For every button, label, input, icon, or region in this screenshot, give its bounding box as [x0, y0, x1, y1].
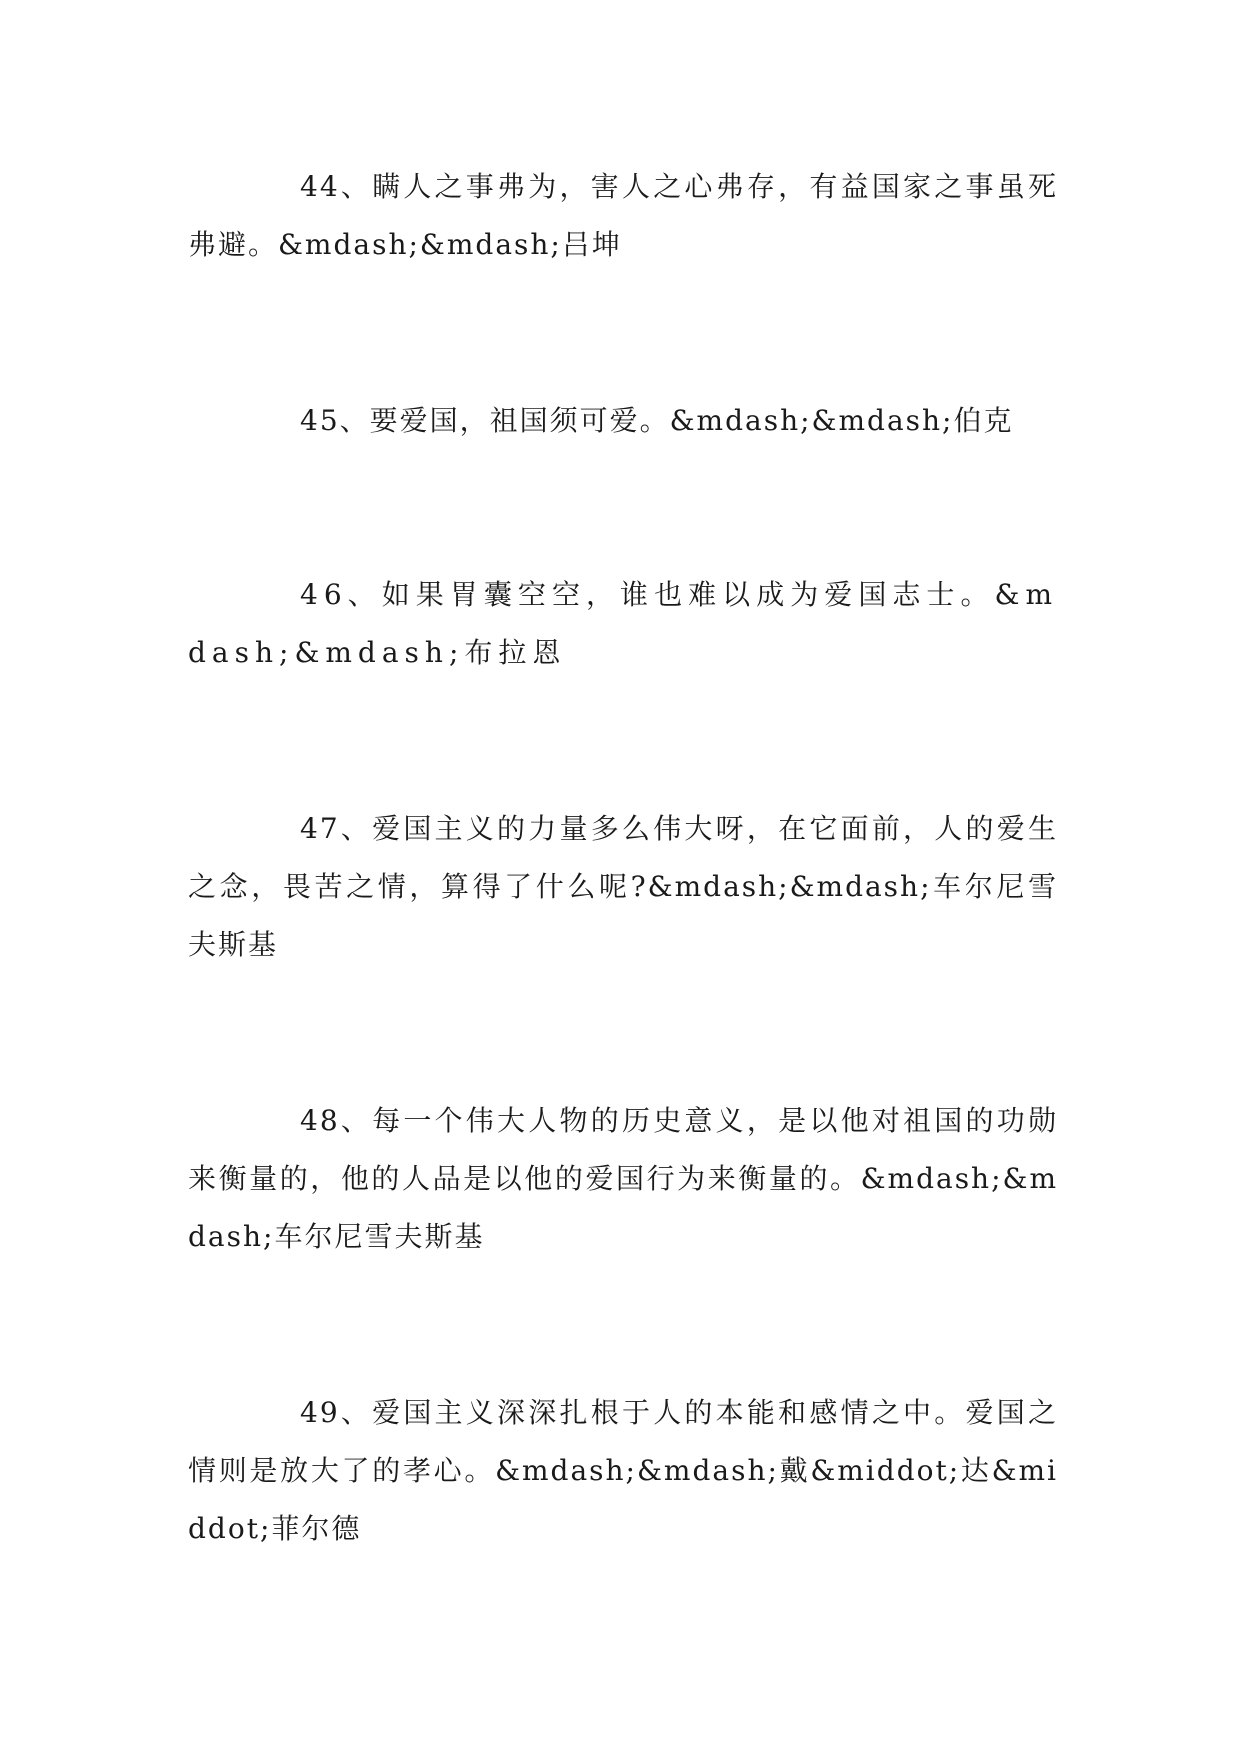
quote-paragraph-49: 49、爱国主义深深扎根于人的本能和感情之中。爱国之情则是放大了的孝心。&mdash;&mdash;戴&middot;达&middot;菲尔德: [188, 1396, 1058, 1545]
quote-paragraph-47: 47、爱国主义的力量多么伟大呀，在它面前，人的爱生之念，畏苦之情，算得了什么呢?&mdash;&mdash;车尔尼雪夫斯基: [188, 812, 1058, 961]
quote-paragraph-44: 44、瞒人之事弗为，害人之心弗存，有益国家之事虽死弗避。&mdash;&mdash;吕坤: [188, 170, 1058, 261]
quote-paragraph-45: 45、要爱国，祖国须可爱。&mdash;&mdash;伯克: [300, 404, 1014, 437]
quote-paragraph-48: 48、每一个伟大人物的历史意义，是以他对祖国的功勋来衡量的，他的人品是以他的爱国行为来衡量的。&mdash;&mdash;车尔尼雪夫斯基: [188, 1104, 1058, 1253]
quote-paragraph-46: 46、如果胃囊空空，谁也难以成为爱国志士。&mdash;&mdash;布拉恩: [188, 578, 1058, 669]
